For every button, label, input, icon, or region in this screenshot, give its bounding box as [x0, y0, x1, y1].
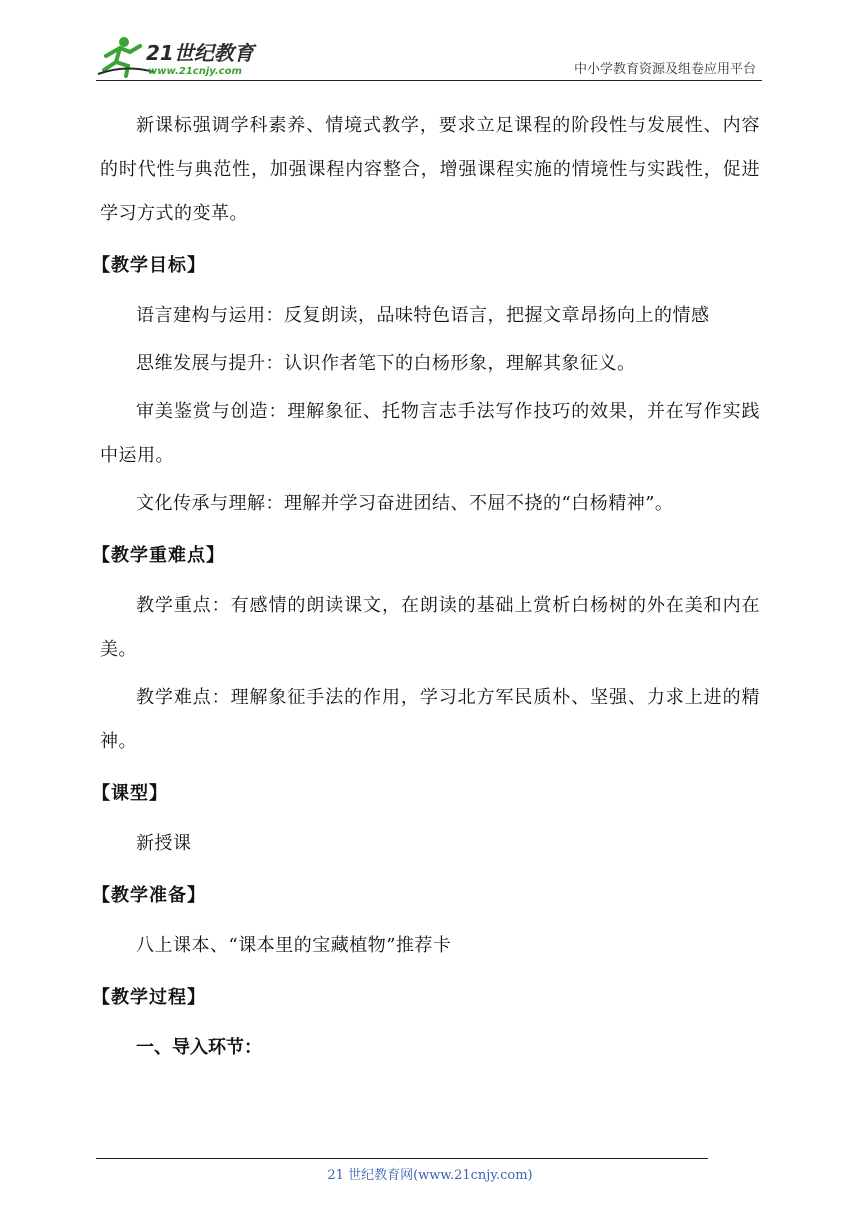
platform-name: 中小学教育资源及组卷应用平台 — [573, 62, 756, 77]
key-point-item: 教学难点：理解象征手法的作用，学习北方军民质朴、坚强、力求上进的精神。 — [100, 687, 760, 752]
preparation-heading: 【教学准备】 — [92, 885, 206, 906]
logo-text: 21世纪教育 — [146, 41, 254, 65]
objective-item: 思维发展与提升：认识作者笔下的白杨形象，理解其象征义。 — [136, 353, 636, 374]
key-point-item: 教学重点：有感情的朗读课文，在朗读的基础上赏析白杨树的外在美和内在美。 — [100, 595, 760, 660]
lesson-type-value: 新授课 — [136, 833, 192, 854]
document-body — [92, 104, 760, 1070]
process-heading: 【教学过程】 — [92, 987, 206, 1008]
lesson-type-heading: 【课型】 — [92, 783, 168, 804]
process-step-heading: 一、导入环节： — [136, 1037, 262, 1058]
objective-item: 语言建构与运用：反复朗读，品味特色语言，把握文章昂扬向上的情感 — [136, 305, 710, 326]
objective-item: 审美鉴赏与创造：理解象征、托物言志手法写作技巧的效果，并在写作实践中运用。 — [100, 401, 760, 466]
preparation-value: 八上课本、“课本里的宝藏植物”推荐卡 — [136, 935, 452, 956]
objective-item: 文化传承与理解：理解并学习奋进团结、不屈不挠的“白杨精神”。 — [136, 493, 674, 514]
header-divider — [96, 80, 762, 81]
objectives-heading: 【教学目标】 — [92, 255, 206, 276]
key-points-heading: 【教学重难点】 — [92, 545, 225, 566]
footer-link[interactable]: 21 世纪教育网(www.21cnjy.com) — [327, 1168, 533, 1183]
footer-divider — [96, 1158, 708, 1159]
logo-url: www.21cnjy.com — [148, 66, 242, 77]
site-logo — [96, 34, 266, 78]
intro-paragraph: 新课标强调学科素养、情境式教学，要求立足课程的阶段性与发展性、内容的时代性与典范性，加强课程内容整合，增强课程实施的情境性与实践性，促进学习方式的变革。 — [100, 115, 760, 224]
